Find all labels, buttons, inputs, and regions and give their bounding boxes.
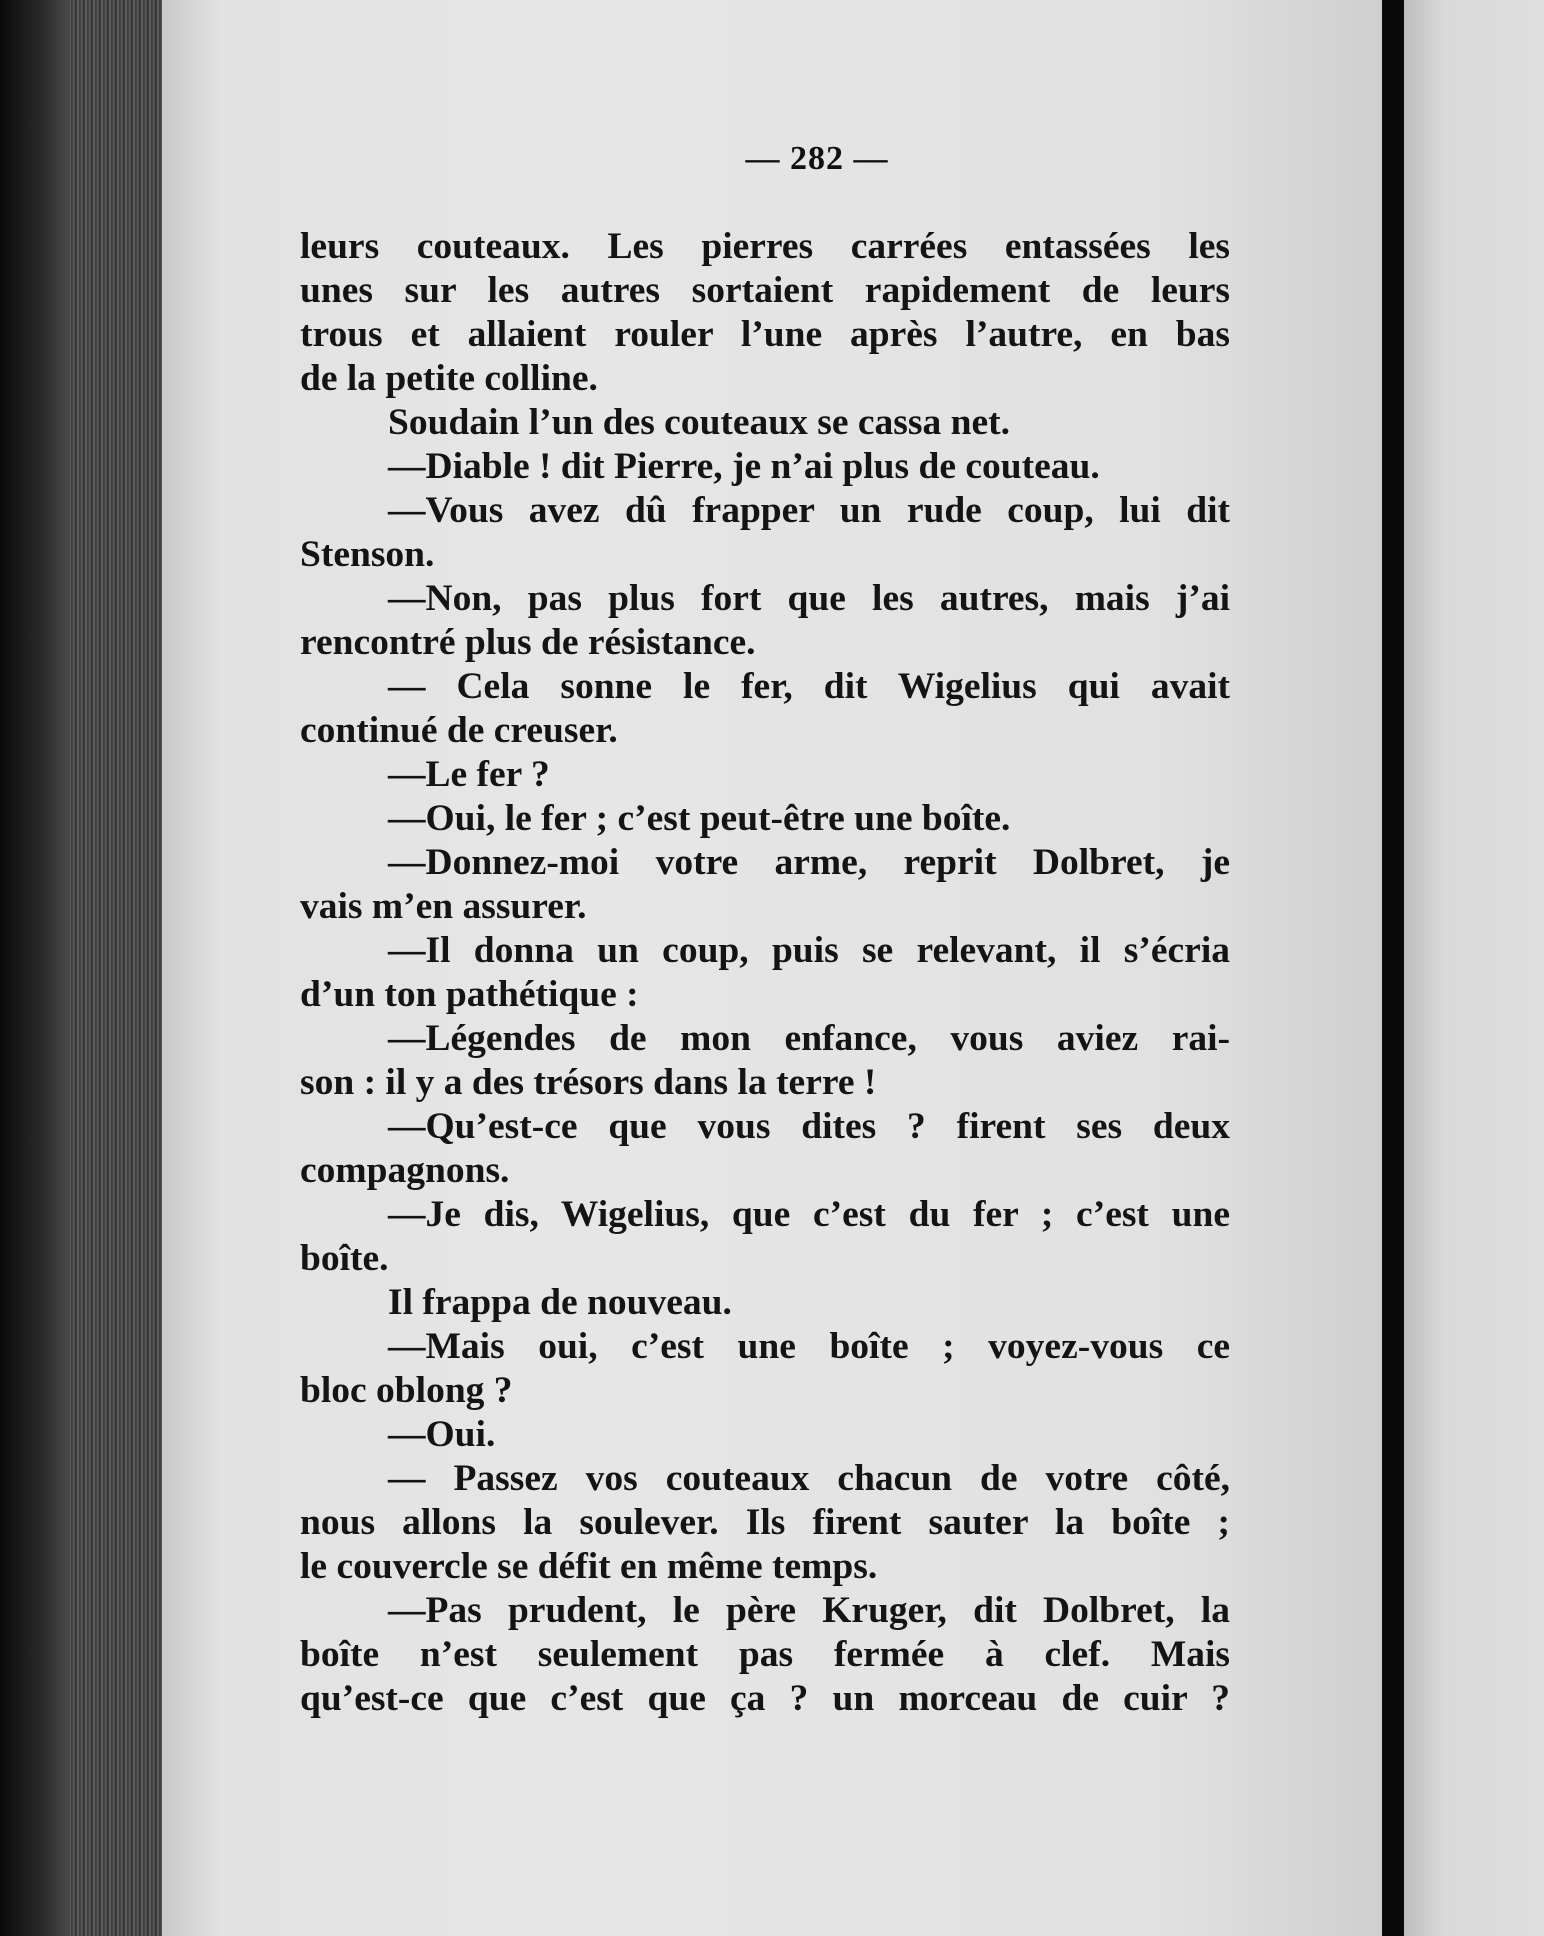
text-line: —Pas prudent, le père Kruger, dit Dolbret, la xyxy=(388,1590,1230,1631)
text-line: —Vous avez dû frapper un rude coup, lui dit xyxy=(388,490,1230,531)
text-line: —Oui, le fer ; c’est peut-être une boîte. xyxy=(388,798,1011,839)
text-line: —Non, pas plus fort que les autres, mais j’ai xyxy=(388,578,1230,619)
text-line: —Il donna un coup, puis se relevant, il s’écria xyxy=(388,930,1230,971)
text-line: —Diable ! dit Pierre, je n’ai plus de couteau. xyxy=(388,446,1100,487)
page-number: — 282 — xyxy=(745,140,889,177)
text-line: bloc oblong ? xyxy=(300,1370,513,1411)
page-gutter xyxy=(1382,0,1404,1936)
book-cover-edge xyxy=(0,0,70,1936)
text-line: son : il y a des trésors dans la terre ! xyxy=(300,1062,877,1103)
text-line: Stenson. xyxy=(300,534,435,575)
text-line: —Le fer ? xyxy=(388,754,550,795)
text-line: trous et allaient rouler l’une après l’autre, en bas xyxy=(300,314,1230,355)
text-line: Il frappa de nouveau. xyxy=(388,1282,732,1323)
text-line: —Oui. xyxy=(388,1414,496,1455)
text-line: —Qu’est-ce que vous dites ? firent ses deux xyxy=(388,1106,1230,1147)
text-line: continué de creuser. xyxy=(300,710,618,751)
text-line: —Légendes de mon enfance, vous aviez rai- xyxy=(388,1018,1230,1059)
text-line: Soudain l’un des couteaux se cassa net. xyxy=(388,402,1010,443)
text-line: rencontré plus de résistance. xyxy=(300,622,756,663)
text-line: boîte. xyxy=(300,1238,389,1279)
text-line: — Passez vos couteaux chacun de votre côté, xyxy=(388,1458,1230,1499)
text-line: —Mais oui, c’est une boîte ; voyez-vous ce xyxy=(388,1326,1230,1367)
text-line: vais m’en assurer. xyxy=(300,886,587,927)
text-line: unes sur les autres sortaient rapidement de leurs xyxy=(300,270,1230,311)
text-line: — Cela sonne le fer, dit Wigelius qui avait xyxy=(388,666,1230,707)
text-line: de la petite colline. xyxy=(300,358,598,399)
next-page-edge xyxy=(1404,0,1544,1936)
text-line: —Je dis, Wigelius, que c’est du fer ; c’est une xyxy=(388,1194,1230,1235)
text-line: leurs couteaux. Les pierres carrées entassées les xyxy=(300,226,1230,267)
page-body-text xyxy=(300,225,1230,1721)
text-line: boîte n’est seulement pas fermée à clef. Mais xyxy=(300,1634,1230,1675)
text-line: —Donnez-moi votre arme, reprit Dolbret, je xyxy=(388,842,1230,883)
text-line: nous allons la soulever. Ils firent sauter la boîte ; xyxy=(300,1502,1230,1543)
text-line: le couvercle se défit en même temps. xyxy=(300,1546,878,1587)
text-line: d’un ton pathétique : xyxy=(300,974,639,1015)
text-line: qu’est-ce que c’est que ça ? un morceau de cuir ? xyxy=(300,1678,1230,1719)
text-line: compagnons. xyxy=(300,1150,510,1191)
